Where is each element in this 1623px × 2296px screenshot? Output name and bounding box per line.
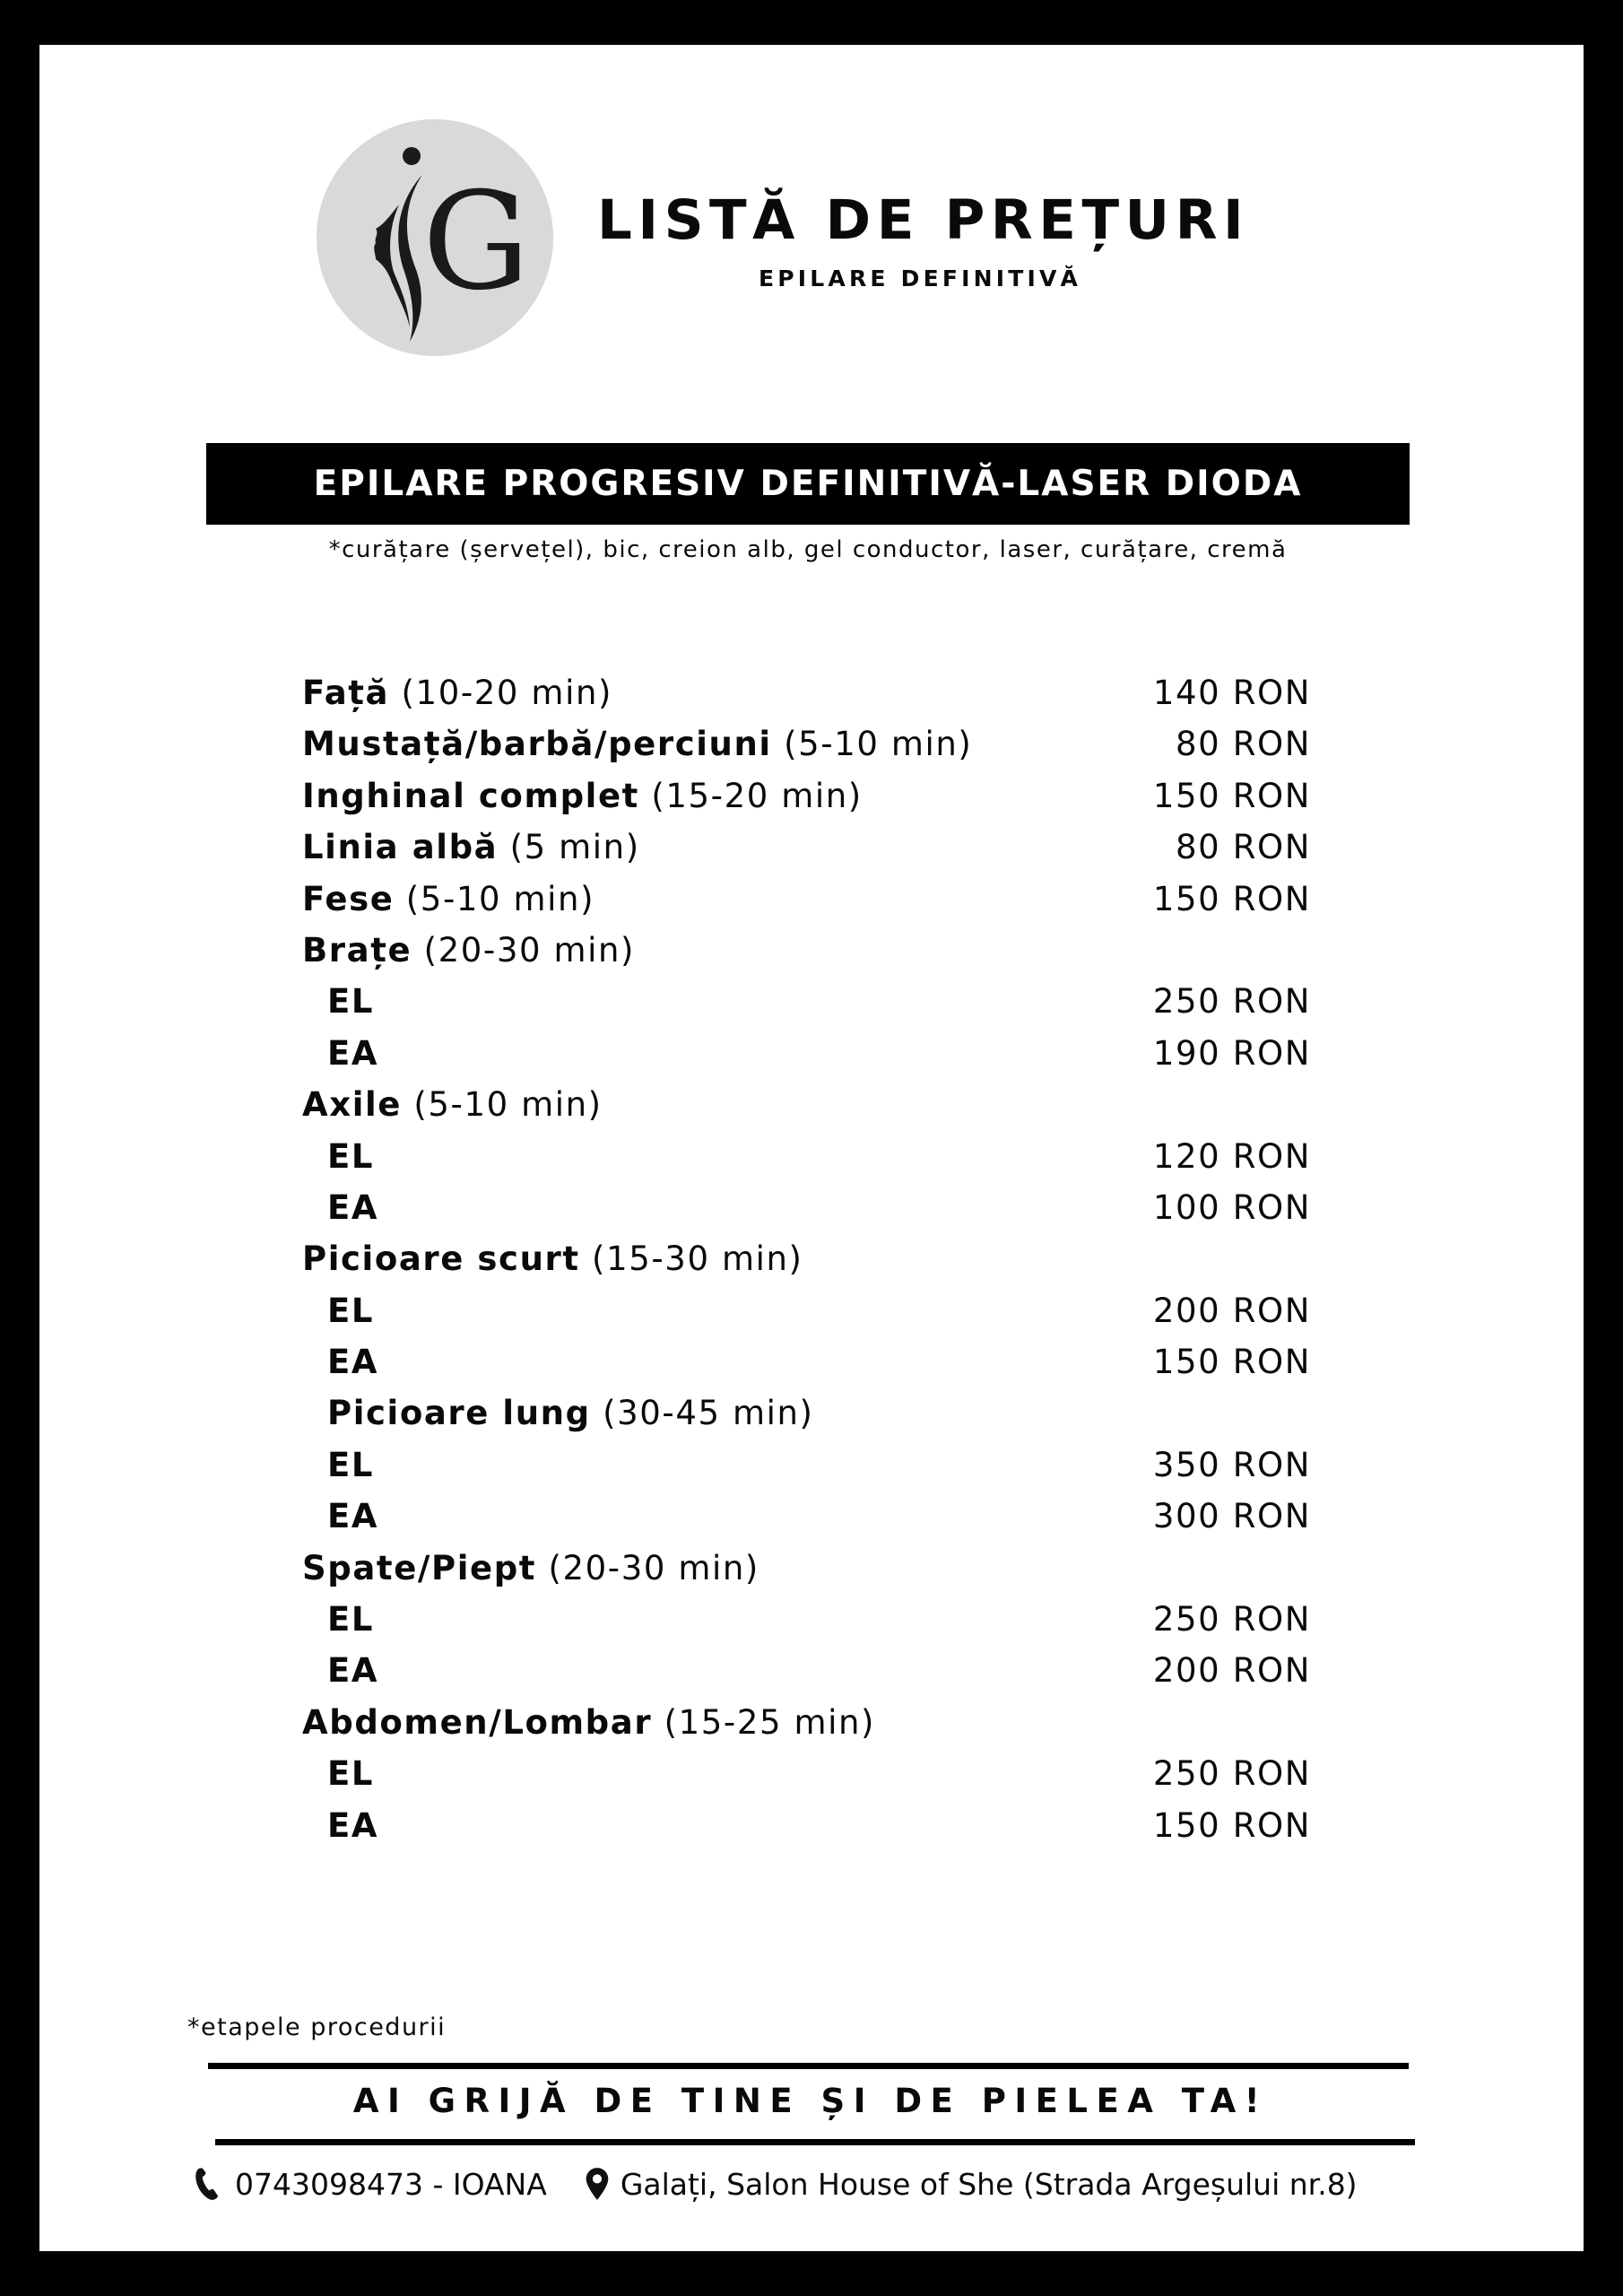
item-label [302, 718, 972, 770]
item-label [327, 1439, 374, 1491]
item-name: Abdomen/Lombar [302, 1702, 653, 1742]
divider-top [208, 2063, 1409, 2069]
item-label [302, 1079, 603, 1130]
salon-address: Galați, Salon House of She (Strada Argeșului nr.8) [620, 2166, 1358, 2202]
item-label [302, 1543, 759, 1594]
item-name: Față [302, 674, 390, 712]
item-label [327, 1285, 374, 1336]
item-price: 140 RON [1152, 674, 1311, 712]
item-name: EA [327, 1651, 379, 1691]
item-label [327, 1182, 378, 1233]
phone-icon [194, 2166, 222, 2202]
section-banner [206, 443, 1410, 525]
item-name: Picioare lung [327, 1394, 591, 1433]
item-name: EL [327, 982, 375, 1022]
item-name: EA [327, 1497, 379, 1536]
salon-logo [317, 119, 553, 356]
item-label [302, 1697, 875, 1748]
item-name: EL [327, 1445, 375, 1484]
item-label [327, 976, 374, 1027]
item-name: Linia albă [302, 828, 499, 867]
item-price: 300 RON [1152, 1497, 1311, 1536]
item-label [302, 822, 640, 873]
item-duration: (20-30 min) [423, 930, 636, 970]
price-item-row [302, 874, 1311, 925]
price-item-row [302, 1543, 1311, 1594]
item-label [327, 1028, 378, 1079]
logo-face-g-icon [317, 119, 553, 356]
price-subitem-row [302, 1131, 1311, 1182]
item-duration: (5-10 min) [784, 725, 973, 764]
item-label [327, 1131, 374, 1182]
item-price: 150 RON [1152, 1343, 1311, 1382]
contact-info [194, 2161, 1358, 2206]
item-duration: (15-30 min) [592, 1239, 803, 1279]
item-price: 100 RON [1152, 1187, 1311, 1227]
price-subitem-row [302, 1285, 1311, 1336]
price-subitem-row [302, 976, 1311, 1027]
price-subitem-row [302, 1028, 1311, 1079]
price-item-row [302, 718, 1311, 770]
item-price: 250 RON [1152, 1600, 1311, 1639]
item-name: Inghinal complet [302, 776, 639, 815]
item-price: 120 RON [1152, 1136, 1311, 1176]
procedure-steps: *curățare (șervețel), bic, creion alb, gel conductor, laser, curățare, cremă [328, 536, 1288, 563]
item-label [302, 770, 863, 822]
price-subitem-row [302, 1387, 1311, 1439]
item-label [327, 1800, 378, 1851]
item-name: EA [327, 1187, 379, 1227]
price-subitem-row [302, 1336, 1311, 1387]
steps-footnote: *etapele procedurii [187, 2013, 447, 2041]
price-subitem-row [302, 1182, 1311, 1233]
price-item-row [302, 667, 1311, 718]
item-price: 80 RON [1176, 725, 1311, 764]
page-subtitle: EPILARE DEFINITIVĂ [759, 265, 1082, 291]
item-name: Fese [302, 879, 395, 918]
item-name: EA [327, 1033, 379, 1073]
item-price: 150 RON [1152, 776, 1311, 815]
price-subitem-row [302, 1491, 1311, 1542]
item-price: 150 RON [1152, 879, 1311, 918]
price-item-row [302, 822, 1311, 873]
price-subitem-row [302, 1439, 1311, 1491]
price-subitem-row [302, 1800, 1311, 1851]
item-duration: (15-25 min) [664, 1702, 876, 1742]
item-label [327, 1748, 374, 1799]
section-banner-text: EPILARE PROGRESIV DEFINITIVĂ-LASER DIODA [313, 464, 1303, 504]
item-price: 190 RON [1152, 1033, 1311, 1073]
item-duration: (5-10 min) [413, 1085, 603, 1125]
price-item-row [302, 1233, 1311, 1284]
item-duration: (20-30 min) [548, 1548, 759, 1587]
item-name: Brațe [302, 930, 412, 970]
item-label [327, 1594, 374, 1645]
item-price: 250 RON [1152, 1754, 1311, 1794]
phone-number[interactable]: 0743098473 - IOANA [235, 2166, 547, 2202]
map-pin-icon [583, 2166, 612, 2202]
item-duration: (10-20 min) [401, 674, 613, 712]
price-subitem-row [302, 1645, 1311, 1696]
item-price: 350 RON [1152, 1445, 1311, 1484]
item-label [327, 1645, 378, 1696]
svg-text:G: G [422, 164, 530, 320]
price-list-page [39, 45, 1584, 2251]
page-title: LISTĂ DE PREȚURI [597, 188, 1250, 252]
item-duration: (15-20 min) [651, 776, 863, 815]
price-list [302, 667, 1311, 1851]
item-duration: (30-45 min) [603, 1394, 814, 1433]
slogan: AI GRIJĂ DE TINE ȘI DE PIELEA TA! [352, 2082, 1269, 2120]
price-item-row [302, 925, 1311, 976]
price-item-row [302, 1697, 1311, 1748]
item-duration: (5 min) [509, 828, 640, 867]
item-name: EL [327, 1291, 375, 1330]
item-price: 150 RON [1152, 1805, 1311, 1845]
item-price: 200 RON [1152, 1651, 1311, 1691]
item-name: EA [327, 1805, 379, 1845]
item-label [302, 925, 635, 976]
item-label [302, 667, 612, 718]
item-label [302, 1233, 803, 1284]
price-item-row [302, 770, 1311, 822]
item-name: Spate/Piept [302, 1548, 537, 1587]
item-name: EA [327, 1343, 379, 1382]
item-price: 250 RON [1152, 982, 1311, 1022]
item-label [327, 1336, 378, 1387]
item-duration: (5-10 min) [405, 879, 595, 918]
item-name: EL [327, 1600, 375, 1639]
item-label [327, 1387, 814, 1439]
item-price: 80 RON [1176, 828, 1311, 867]
price-subitem-row [302, 1748, 1311, 1799]
divider-bottom [215, 2139, 1415, 2145]
item-price: 200 RON [1152, 1291, 1311, 1330]
item-name: Axile [302, 1085, 402, 1125]
item-label [327, 1491, 378, 1542]
price-item-row [302, 1079, 1311, 1130]
item-label [302, 874, 595, 925]
item-name: EL [327, 1136, 375, 1176]
item-name: EL [327, 1754, 375, 1794]
item-name: Mustață/barbă/perciuni [302, 725, 772, 764]
price-subitem-row [302, 1594, 1311, 1645]
item-name: Picioare scurt [302, 1239, 580, 1279]
